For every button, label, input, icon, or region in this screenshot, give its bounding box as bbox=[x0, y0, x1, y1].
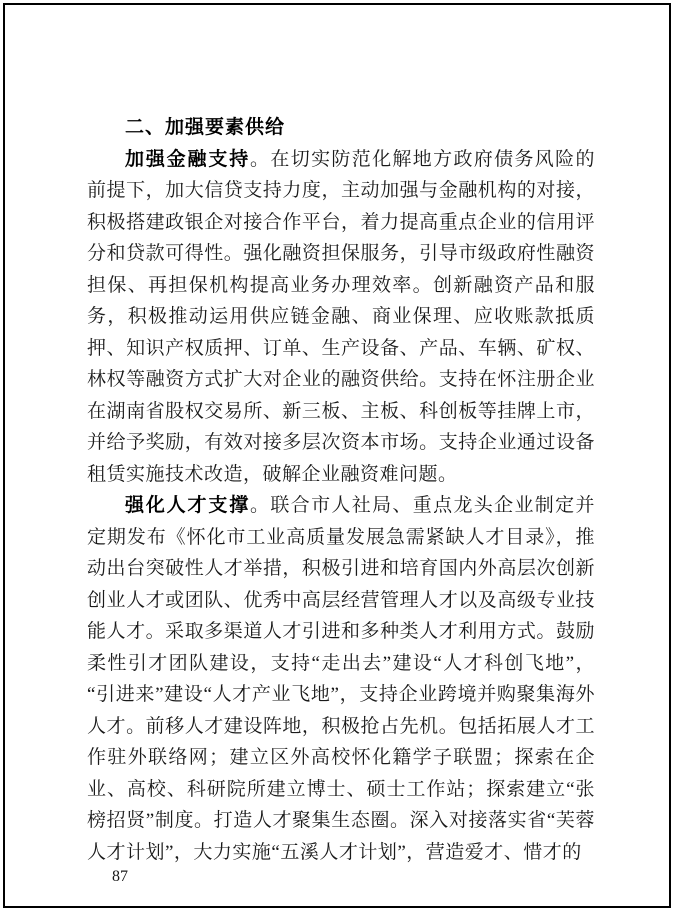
paragraph-lead-talent: 强化人才支撑 bbox=[125, 495, 251, 516]
paragraph-talent-support bbox=[87, 490, 595, 868]
page-number: 87 bbox=[112, 868, 128, 885]
document-content bbox=[87, 112, 595, 868]
paragraph-body-financial: 在切实防范化解地方政府债务风险的前提下，加大信贷支持力度，主动加强与金融机构的对接，积极搭建政银企对接合作平台，着力提高重点企业的信用评分和贷款可得性。强化融资担保服务，引导市级政府性融资担保、再担保机构提高业务办理效率。创新融资产品和服务，积极推动运用供应链金融、商业保理、应收账款抵质押、知识产权质押、订单、生产设备、产品、车辆、矿权、林权等融资方式扩大对企业的融资供给。支持在怀注册企业在湖南省股权交易所、新三板、主板、科创板等挂牌上市，并给予奖励，有效对接多层次资本市场。支持企业通过设备租赁实施技术改造，破解企业融资难问题。 bbox=[87, 148, 595, 485]
paragraph-separator-financial: 。 bbox=[250, 148, 271, 170]
paragraph-lead-financial: 加强金融支持 bbox=[125, 148, 251, 170]
paragraph-body-talent: 联合市人社局、重点龙头企业制定并定期发布《怀化市工业高质量发展急需紧缺人才目录》，推动出台突破性人才举措，积极引进和培育国内外高层次创新创业人才或团队、优秀中高层经营管理人才以及高级专业技能人才。采取多渠道人才引进和多种类人才利用方式。鼓励柔性引才团队建设，支持“走出去”建设“人才科创飞地”，“引进来”建设“人才产业飞地”，支持企业跨境并购聚集海外人才。前移人才建设阵地，积极抢占先机。包括拓展人才工作驻外联络网；建立区外高校怀化籍学子联盟；探索在企业、高校、科研院所建立博士、硕士工作站；探索建立“张榜招贤”制度。打造人才聚集生态圈。深入对接落实省“芙蓉人才计划”，大力实施“五溪人才计划”，营造爱才、惜才的 bbox=[87, 495, 595, 863]
paragraph-financial-support bbox=[87, 144, 595, 491]
section-heading: 二、加强要素供给 bbox=[125, 117, 286, 138]
paragraph-separator-talent: 。 bbox=[250, 495, 271, 516]
